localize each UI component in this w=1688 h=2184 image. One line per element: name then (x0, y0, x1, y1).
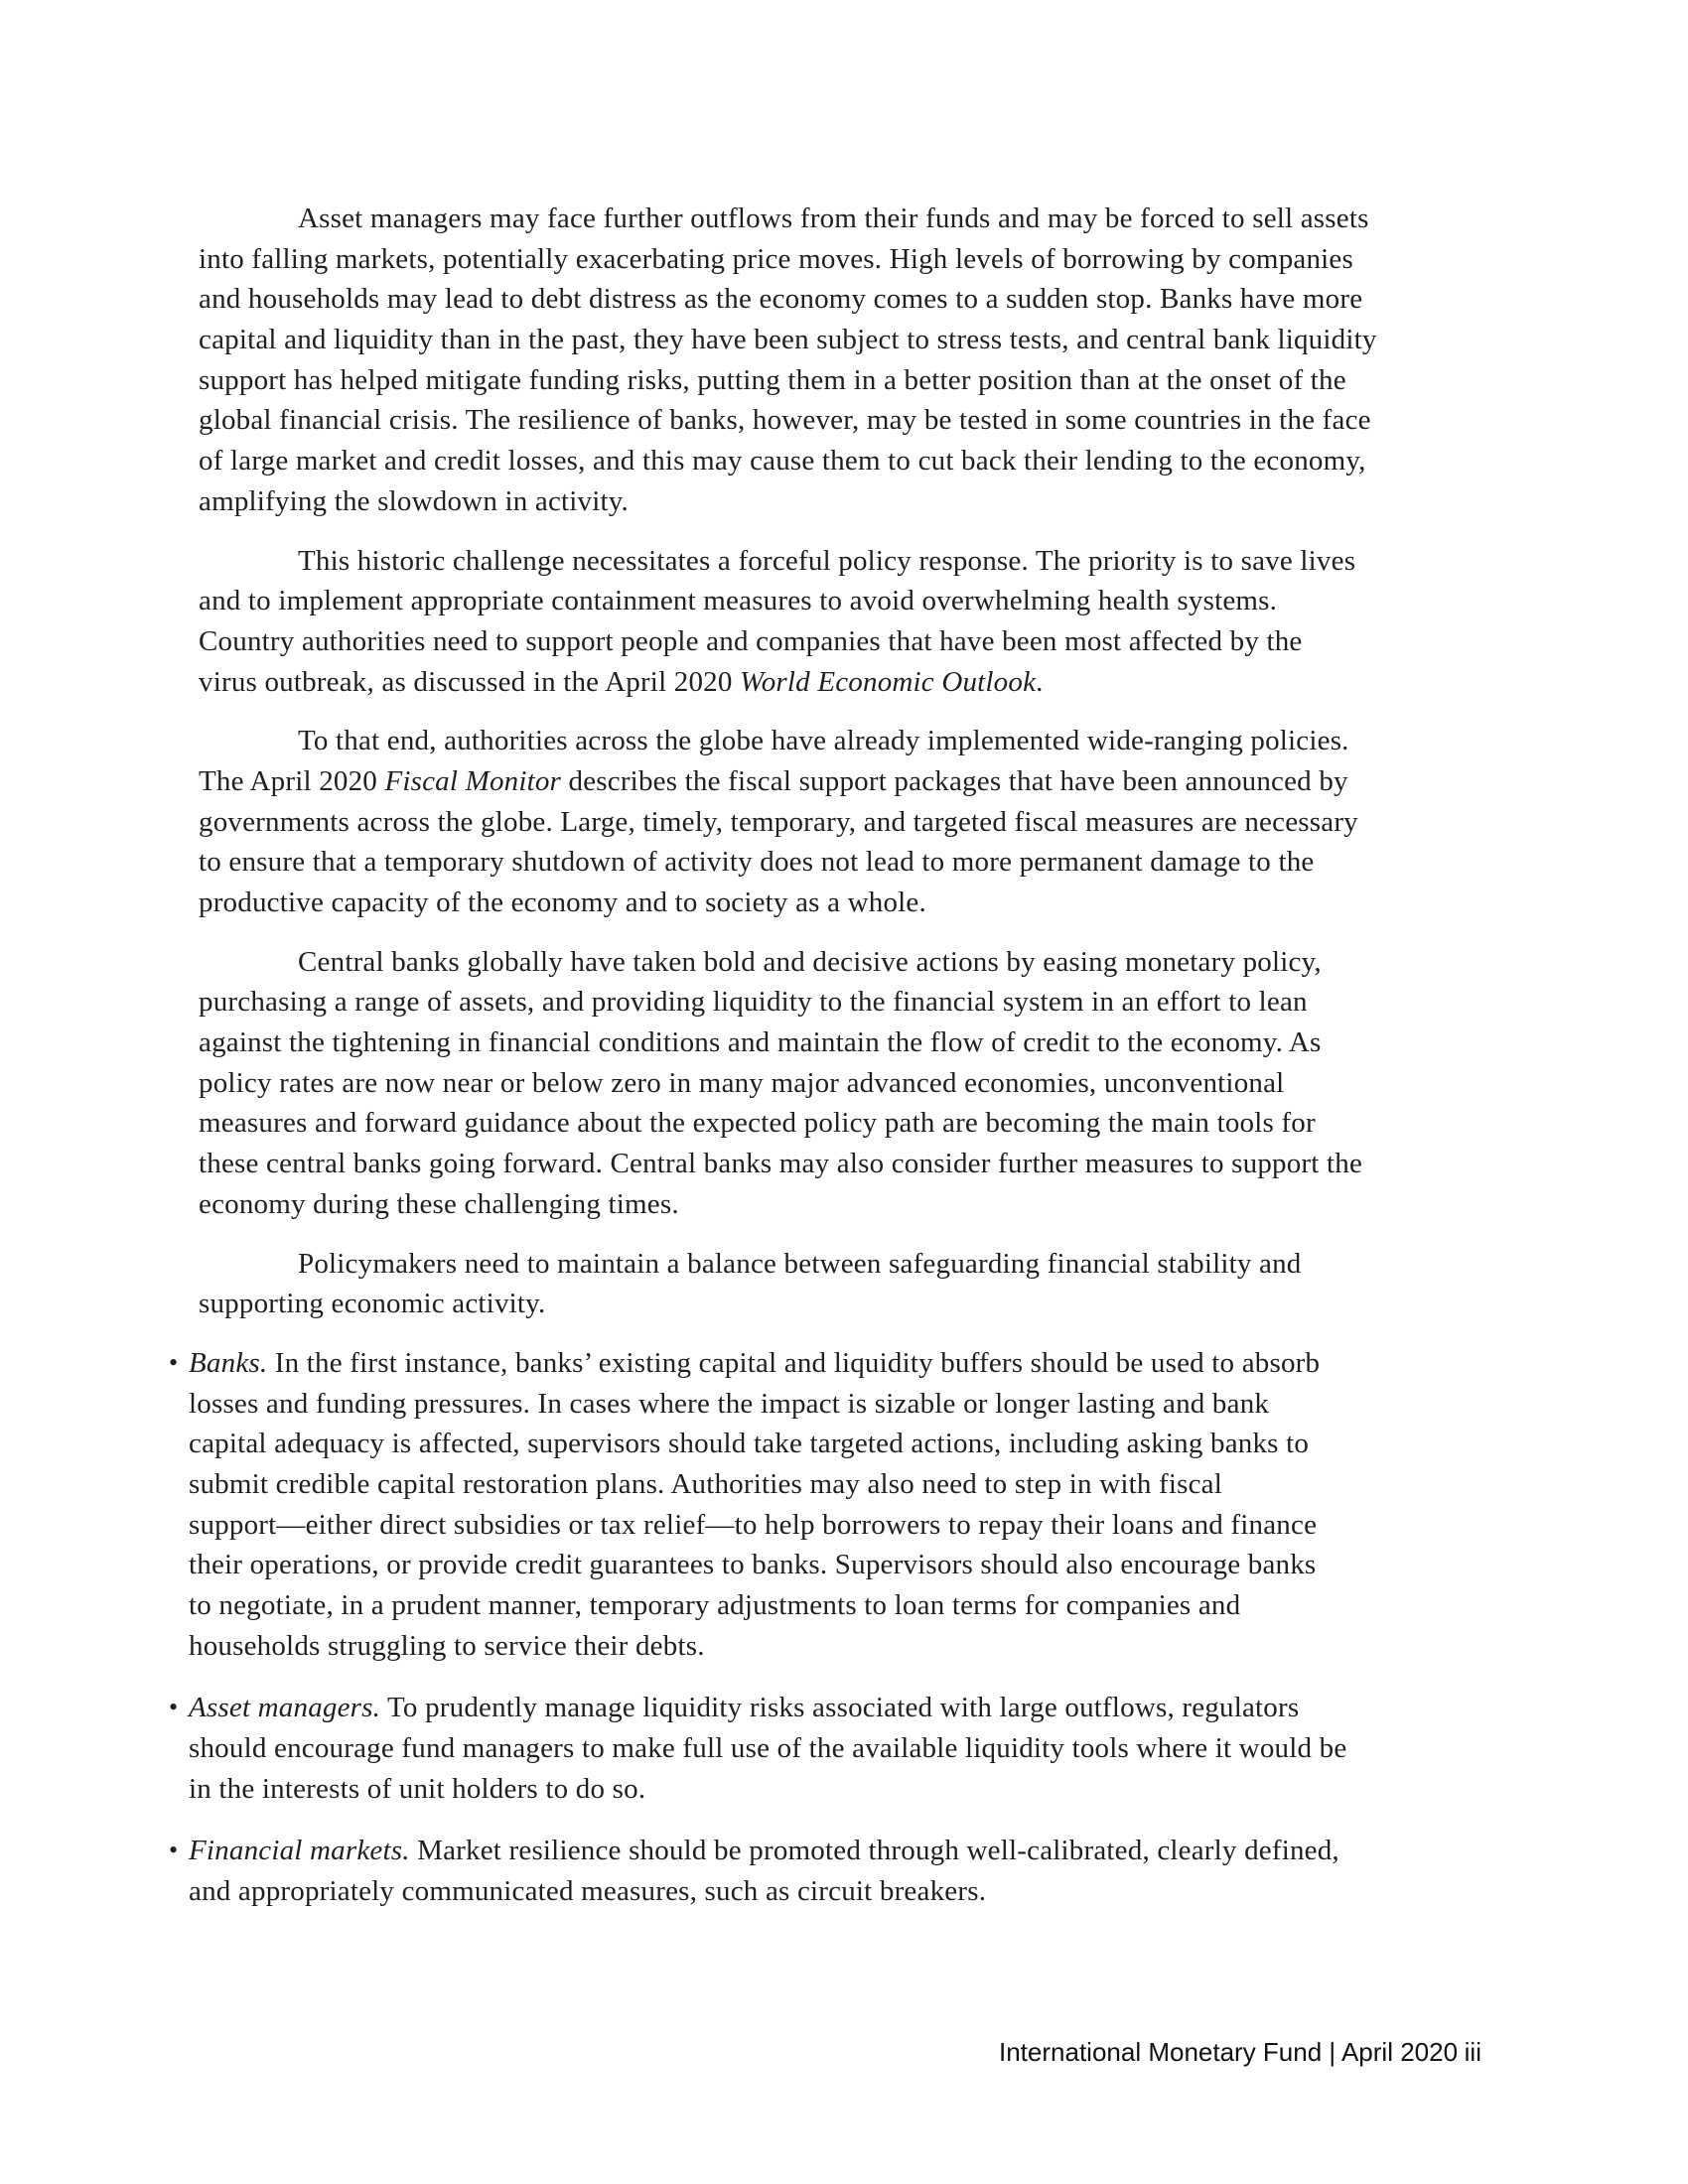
text-line (199, 621, 1499, 662)
bullet-item (169, 1343, 1499, 1667)
text-segment: Central banks globally have taken bold and decisive actions by easing monetary policy, (298, 945, 1322, 978)
text-segment: Asset managers may face further outflows from their funds and may be forced to sell assets (298, 203, 1369, 234)
text-line (199, 802, 1499, 843)
text-segment: against the tightening in financial conditions and maintain the flow of credit to the economy. As (199, 1026, 1322, 1059)
text-segment: to ensure that a temporary shutdown of activity does not lead to more permanent damage to the (199, 846, 1315, 879)
text-segment: to negotiate, in a prudent manner, temporary adjustments to loan terms for companies and (189, 1589, 1241, 1621)
page-footer (999, 2037, 1481, 2067)
text-segment: Market resilience should be promoted through well-calibrated, clearly defined, (409, 1835, 1339, 1867)
text-line (199, 541, 1499, 582)
text-line (189, 1769, 1499, 1810)
text-line (189, 1424, 1499, 1464)
text-segment: and appropriately communicated measures, such as circuit breakers. (189, 1875, 987, 1908)
text-line (199, 581, 1499, 621)
text-line (199, 662, 1499, 703)
text-line (199, 1103, 1499, 1144)
italic-text-segment: World Economic Outlook (740, 665, 1037, 698)
text-line (189, 1343, 1499, 1384)
italic-text-segment: Financial markets. (189, 1835, 410, 1867)
italic-text-segment: Asset managers. (189, 1692, 381, 1724)
text-segment: support—either direct subsidies or tax relief—to help borrowers to repay their loans and finance (189, 1508, 1318, 1541)
text-segment: To that end, authorities across the globe have already implemented wide-ranging policies. (298, 725, 1349, 757)
text-line (199, 1063, 1499, 1104)
text-segment: global financial crisis. The resilience of banks, however, may be tested in some countries in the face (199, 404, 1371, 437)
italic-text-segment: Fiscal Monitor (384, 764, 562, 797)
text-segment: and to implement appropriate containment measures to avoid overwhelming health systems. (199, 585, 1278, 617)
text-line (199, 1244, 1499, 1285)
text-segment: governments across the globe. Large, timely, temporary, and targeted fiscal measures are necessary (199, 805, 1358, 838)
text-segment: should encourage fund managers to make full use of the available liquidity tools where it would be (189, 1732, 1347, 1765)
text-line (199, 441, 1499, 481)
text-line (189, 1626, 1499, 1667)
text-line (199, 1144, 1499, 1184)
text-line (199, 199, 1499, 239)
italic-text-segment: Banks. (189, 1346, 268, 1379)
text-segment: The April 2020 (199, 764, 385, 797)
text-segment: their operations, or provide credit guarantees to banks. Supervisors should also encourage banks (189, 1549, 1317, 1581)
page-content (169, 199, 1499, 1934)
footer-text: International Monetary Fund | April 2020 (999, 2037, 1459, 2067)
text-line (189, 1831, 1499, 1871)
paragraph (199, 541, 1499, 703)
text-segment: productive capacity of the economy and to society as a whole. (199, 887, 926, 918)
bullet-marker: • (169, 1347, 179, 1377)
text-line (189, 1688, 1499, 1728)
text-segment: policy rates are now near or below zero in many major advanced economies, unconventional (199, 1066, 1285, 1099)
text-line (189, 1505, 1499, 1546)
text-segment: purchasing a range of assets, and providing liquidity to the financial system in an effort to lean (199, 986, 1308, 1019)
text-segment: capital adequacy is affected, supervisors should take targeted actions, including asking banks to (189, 1428, 1310, 1460)
text-segment: virus outbreak, as discussed in the April 2020 (199, 665, 741, 698)
text-line (189, 1464, 1499, 1505)
text-segment: households struggling to service their debts. (189, 1629, 705, 1662)
page-number: iii (1464, 2037, 1481, 2067)
text-line (199, 400, 1499, 441)
text-segment: In the first instance, banks’ existing capital and liquidity buffers should be used to absorb (267, 1346, 1321, 1379)
text-segment: into falling markets, potentially exacerbating price moves. High levels of borrowing by companies (199, 242, 1353, 275)
text-line (189, 1585, 1499, 1626)
text-segment: Country authorities need to support people and companies that have been most affected by the (199, 624, 1303, 657)
text-segment: in the interests of unit holders to do so. (189, 1772, 646, 1805)
text-segment: and households may lead to debt distress as the economy comes to a sudden stop. Banks have more (199, 283, 1363, 316)
text-line (199, 842, 1499, 883)
text-line (199, 481, 1499, 522)
text-line (199, 982, 1499, 1023)
bullet-item (169, 1831, 1499, 1911)
text-line (199, 360, 1499, 401)
text-segment: capital and liquidity than in the past, they have been subject to stress tests, and central bank liquidity (199, 324, 1377, 356)
text-segment: amplifying the slowdown in activity. (199, 484, 630, 517)
text-line (199, 761, 1499, 802)
text-segment: submit credible capital restoration plans. Authorities may also need to step in with fiscal (189, 1467, 1223, 1500)
text-line (199, 1284, 1499, 1324)
text-line (189, 1545, 1499, 1585)
bullet-marker: • (169, 1693, 179, 1722)
bullet-item (169, 1688, 1499, 1809)
paragraph (199, 199, 1499, 522)
text-line (199, 883, 1499, 923)
text-line (199, 1184, 1499, 1225)
text-line (199, 320, 1499, 360)
text-line (189, 1728, 1499, 1769)
text-line (189, 1384, 1499, 1425)
text-segment: supporting economic activity. (199, 1288, 546, 1320)
paragraph (199, 1244, 1499, 1324)
text-segment: Policymakers need to maintain a balance between safeguarding financial stability and (298, 1247, 1302, 1280)
text-segment: describes the fiscal support packages that have been announced by (561, 764, 1348, 797)
text-line (189, 1871, 1499, 1912)
paragraph (199, 942, 1499, 1225)
text-segment: To prudently manage liquidity risks associated with large outflows, regulators (380, 1692, 1300, 1724)
text-segment: This historic challenge necessitates a forceful policy response. The priority is to save lives (298, 544, 1356, 577)
text-segment: support has helped mitigate funding risks, putting them in a better position than at the onset of the (199, 363, 1346, 396)
text-line (199, 942, 1499, 983)
text-line (199, 721, 1499, 761)
text-segment: . (1036, 665, 1044, 698)
text-segment: measures and forward guidance about the expected policy path are becoming the main tools for (199, 1107, 1316, 1140)
text-line (199, 1023, 1499, 1063)
text-segment: losses and funding pressures. In cases where the impact is sizable or longer lasting and bank (189, 1387, 1270, 1420)
text-line (199, 279, 1499, 320)
text-segment: of large market and credit losses, and this may cause them to cut back their lending to the economy, (199, 445, 1366, 478)
text-line (199, 239, 1499, 280)
bullet-marker: • (169, 1836, 179, 1865)
paragraph (199, 721, 1499, 922)
text-segment: these central banks going forward. Central banks may also consider further measures to support the (199, 1148, 1363, 1180)
text-segment: economy during these challenging times. (199, 1187, 679, 1220)
